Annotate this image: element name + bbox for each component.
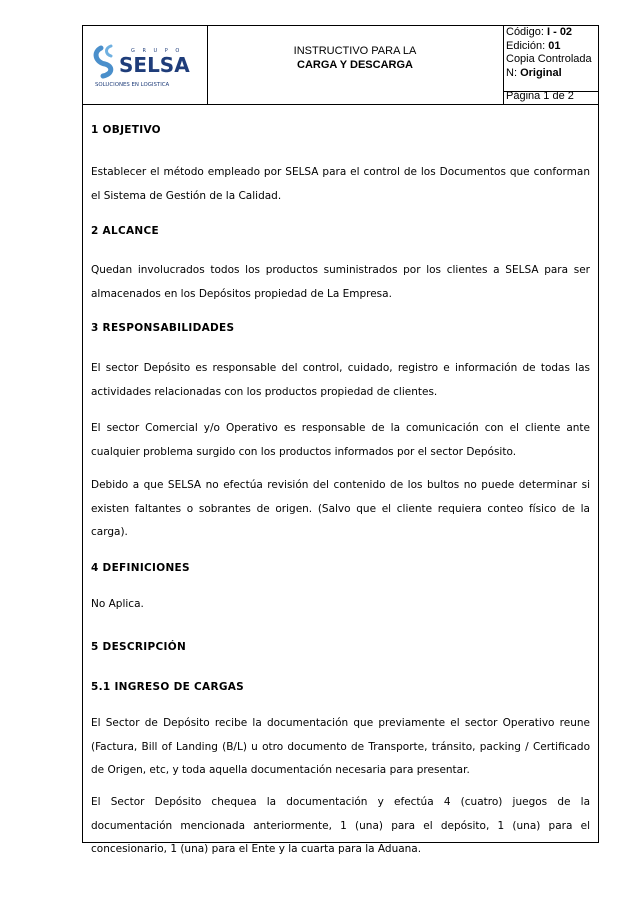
edicion-value: 01 xyxy=(548,39,561,52)
n-value: Original xyxy=(520,66,562,79)
codigo-value: I - 02 xyxy=(546,26,573,38)
section-title-alcance: 2 ALCANCE xyxy=(91,225,159,237)
paragraph-ingreso-1: El Sector de Depósito recibe la documentación que previamente el sector Operativo reune (Factura, Bill of Landing (B/L) u otro documento de Transporte, tránsito, packing / Certificado de Origen, etc, y toda aquella documentación necesaria para presentar. xyxy=(91,717,590,776)
paragraph-resp-3: Debido a que SELSA no efectúa revisión del contenido de los bultos no puede determinar si existen faltantes o sobrantes de origen. (Salvo que el cliente requiera conteo físico de la carga). xyxy=(91,479,590,538)
pagina-row: Página 1 de 2 xyxy=(506,90,574,102)
document-page xyxy=(82,25,599,855)
section-title-objetivo: 1 OBJETIVO xyxy=(91,124,161,136)
paragraph-definiciones: No Aplica. xyxy=(91,598,144,610)
section-title-responsabilidades: 3 RESPONSABILIDADES xyxy=(91,322,235,334)
n-row xyxy=(504,67,598,81)
logo-cell xyxy=(83,26,208,104)
document-header xyxy=(83,26,598,105)
codigo-label: Código: xyxy=(506,26,547,38)
selsa-logo-icon xyxy=(93,42,197,88)
section-title-ingreso: 5.1 INGRESO DE CARGAS xyxy=(91,681,245,693)
paragraph-resp-1: El sector Depósito es responsable del control, cuidado, registro e información de todas las actividades relacionadas con los productos propiedad de clientes. xyxy=(91,362,590,398)
paragraph-objetivo: Establecer el método empleado por SELSA para el control de los Documentos que conforman el Sistema de Gestión de la Calidad. xyxy=(91,166,590,202)
title-cell xyxy=(207,26,504,104)
svg-text:SELSA: SELSA xyxy=(119,53,190,77)
meta-cell xyxy=(504,26,598,104)
section-title-descripcion: 5 DESCRIPCIÓN xyxy=(91,641,187,653)
n-label: N: xyxy=(506,66,521,79)
paragraph-ingreso-2: El Sector Depósito chequea la documentación y efectúa 4 (cuatro) juegos de la documentación mencionada anteriormente, 1 (una) para el depósito, 1 (una) para el concesionario, 1 (una) para el Ente y la cuarta para la Aduana. xyxy=(91,796,590,855)
document-title-line1: INSTRUCTIVO PARA LA xyxy=(293,45,417,57)
svg-text:G R U P O: G R U P O xyxy=(131,48,183,54)
paragraph-resp-2: El sector Comercial y/o Operativo es responsable de la comunicación con el cliente ante cualquier problema surgido con los productos informados por el sector Depósito. xyxy=(91,422,590,458)
svg-text:SOLUCIONES EN LOGISTICA: SOLUCIONES EN LOGISTICA xyxy=(95,82,170,88)
edicion-label: Edición: xyxy=(506,39,549,52)
section-title-definiciones: 4 DEFINICIONES xyxy=(91,562,190,574)
paragraph-alcance: Quedan involucrados todos los productos suministrados por los clientes a SELSA para ser almacenados en los Depósitos propiedad de La Empresa. xyxy=(91,264,590,300)
edicion-row xyxy=(504,40,598,54)
copia-row: Copia Controlada xyxy=(506,53,592,65)
codigo-row xyxy=(504,26,598,40)
document-title-line2: CARGA Y DESCARGA xyxy=(297,59,413,71)
